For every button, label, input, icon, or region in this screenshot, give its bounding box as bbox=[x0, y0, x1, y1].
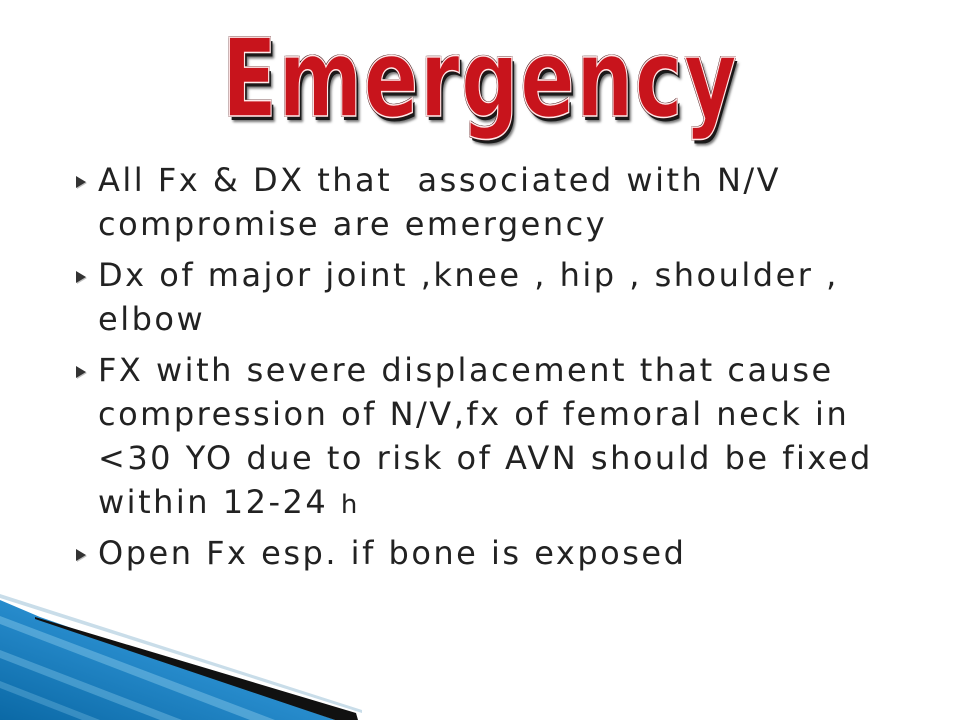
corner-swoosh-decoration bbox=[0, 580, 380, 720]
bullet-text-line: elbow bbox=[98, 300, 206, 338]
arrow-bullet-icon bbox=[76, 549, 86, 561]
arrow-bullet-icon bbox=[76, 366, 86, 378]
arrow-bullet-icon bbox=[76, 176, 86, 188]
bullet-text-line: All Fx & DX that associated with N/V bbox=[98, 161, 782, 199]
bullet-text-line: Dx of major joint ,knee , hip , shoulder , bbox=[98, 256, 839, 294]
bullet-item-4 bbox=[76, 531, 936, 575]
arrow-bullet-icon bbox=[76, 271, 86, 283]
bullet-item-2 bbox=[76, 253, 936, 341]
bullet-item-1 bbox=[76, 158, 936, 246]
bullet-text-line: <30 YO due to risk of AVN should be fixed bbox=[98, 439, 873, 477]
bullet-text-line: compromise are emergency bbox=[98, 205, 608, 243]
bullet-item-3 bbox=[76, 348, 936, 527]
slide-title: Emergency bbox=[221, 17, 739, 142]
bullet-text-line: Open Fx esp. if bone is exposed bbox=[98, 534, 687, 572]
hours-unit-text: h bbox=[340, 490, 359, 520]
bullet-text-line: compression of N/V,fx of femoral neck in bbox=[98, 395, 850, 433]
bullet-text-line bbox=[98, 480, 936, 527]
bullet-text-segment: within 12-24 bbox=[98, 483, 341, 521]
bullet-text-line: FX with severe displacement that cause bbox=[98, 351, 834, 389]
